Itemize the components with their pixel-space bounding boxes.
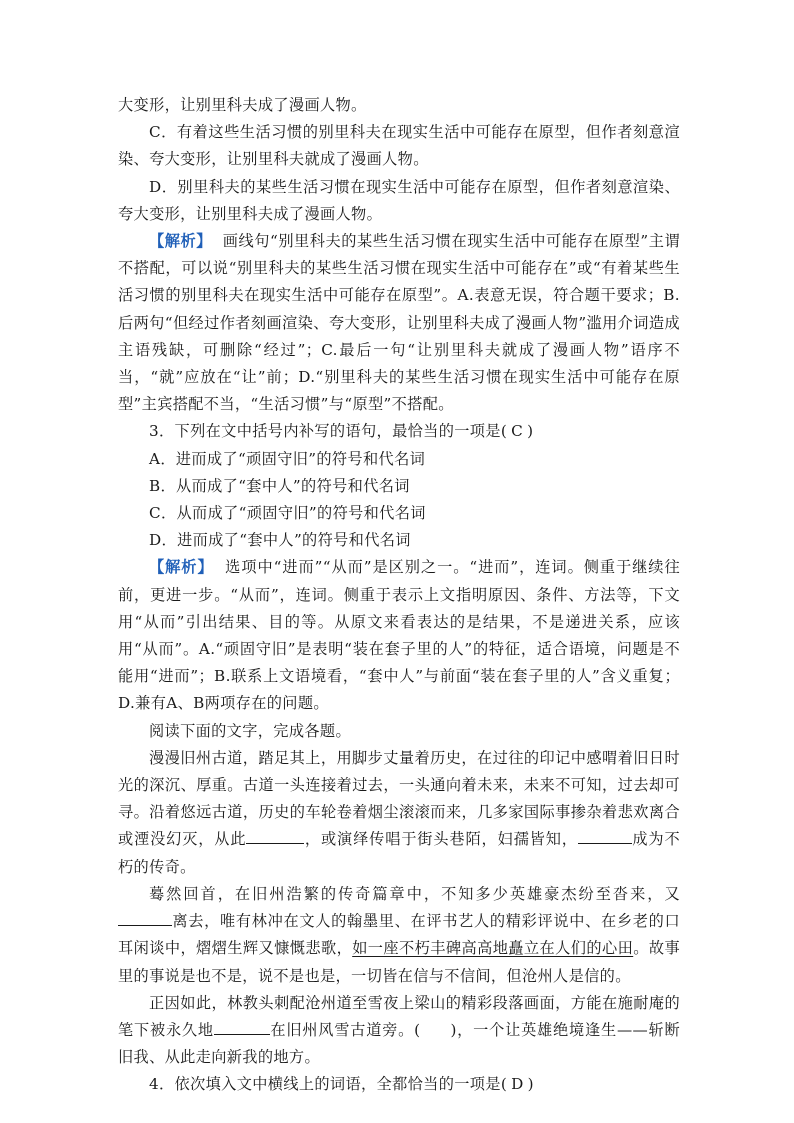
fill-blank-1 (246, 827, 304, 844)
p2-text-c: 。故事里的事说是也不是，说不是也是，一切皆在信与不信间，但沧州人是信的。 (118, 939, 680, 985)
fill-blank-3 (118, 909, 172, 926)
p1-text-b: ，或演绎传唱于街头巷陌，妇孺皆知， (304, 830, 578, 849)
p2-text-a: 蓦然回首，在旧州浩繁的传奇篇章中，不知多少英雄豪杰纷至沓来，又 (149, 884, 680, 903)
q3-stem-text: 3．下列在文中括号内补写的语句，最恰当的一项是( (149, 422, 508, 441)
q3-stem-end: ) (527, 422, 534, 441)
q3-option-c: C．从而成了“顽固守旧”的符号和代名词 (149, 504, 426, 523)
fill-blank-4 (214, 1018, 270, 1035)
fill-blank-2 (578, 827, 632, 844)
q4-stem-end: ) (527, 1075, 534, 1094)
q3-stem (118, 418, 680, 445)
analysis-tag: 【解析】 (149, 558, 214, 577)
reading-paragraph-3 (118, 990, 680, 1072)
p1-text-a: 漫漫旧州古道，踏足其上，用脚步丈量着历史，在过往的印记中感喟着旧日时光的深沉、厚重。古道一头连接着过去，一头通向着未来，未来不可知，过去却可寻。沿着悠远古道，历史的车轮卷着烟尘滚滚而来，几多家国际事掺杂着悲欢离合或湮没幻灭，从此 (118, 748, 680, 849)
p2-text-b: 离去，唯有林冲在文人的翰墨里、在评书艺人的精彩评说中、在乡老的口耳闲谈中，熠熠生辉又慷慨悲歌， (118, 912, 680, 958)
q4-stem (118, 1071, 680, 1098)
reading-paragraph-2 (118, 881, 680, 990)
q3-answer: C (511, 422, 524, 441)
p3-text-b: 在旧州风雪古道旁。( (269, 1020, 421, 1039)
p3-text-c: )，一个让英雄绝境逢生——斩断旧我、从此走向新我的地方。 (118, 1020, 680, 1067)
document-page (118, 92, 680, 1099)
q3-analysis (118, 554, 680, 717)
p3-text-a: 正因如此，林教头刺配沧州道至雪夜上梁山的精彩段落画面，方能在施耐庵的笔下被永久地 (118, 993, 680, 1039)
q3-option-a: A．进而成了“顽固守旧”的符号和代名词 (149, 449, 426, 468)
analysis-tag: 【解析】 (149, 232, 212, 251)
q2-option-b-continuation: 大变形，让别里科夫成了漫画人物。 (118, 96, 367, 114)
reading-paragraph-1 (118, 745, 680, 881)
q4-stem-text: 4．依次填入文中横线上的词语，全都恰当的一项是( (149, 1075, 508, 1094)
underlined-sentence: 如一座不朽丰碑高高地矗立在人们的心田 (352, 939, 634, 958)
p1-text-c: 成为不朽的传奇。 (118, 830, 680, 876)
q2-option-d: D．别里科夫的某些生活习惯在现实生活中可能存在原型，但作者刻意渲染、夸大变形，让别里科夫成了漫画人物。 (118, 177, 680, 223)
q2-analysis-text: 画线句“别里科夫的某些生活习惯在现实生活中可能存在原型”主谓不搭配，可以说“别里科夫的某些生活习惯在现实生活中可能存在”或“有着某些生活习惯的别里科夫在现实生活中可能存在原型”。A.表意无误，符合题干要求；B.后两句“但经过作者刻画渲染、夸大变形，让别里科夫成了漫画人物”滥用介词造成主语残缺，可删除“经过”；C.最后一句“让别里科夫就成了漫画人物”语序不当，“就”应放在“让”前；D.“别里科夫的某些生活习惯在现实生活中可能存在原型”主宾搭配不当，“生活习惯”与“原型”不搭配。 (118, 232, 681, 414)
q3-analysis-text: 选项中“进而”“从而”是区别之一。“进而”，连词。侧重于继续往前，更进一步。“从而”，连词。侧重于表示上文指明原因、条件、方法等，下文用“从而”引出结果、目的等。从原文来看表达的是结果，不是递进关系，应该用“从而”。A.“顽固守旧”是表明“装在套子里的人”的特征，适合语境，问题是不能用“进而”；B.联系上文语境看，“套中人”与前面“装在套子里的人”含义重复；D.兼有A、B两项存在的问题。 (118, 558, 680, 713)
q4-answer: D (511, 1075, 524, 1094)
q2-analysis (118, 228, 680, 418)
reading-intro: 阅读下面的文字，完成各题。 (149, 721, 351, 740)
q3-option-b: B．从而成了“套中人”的符号和代名词 (149, 476, 410, 495)
q3-option-d: D．进而成了“套中人”的符号和代名词 (149, 531, 411, 550)
q2-option-c: C．有着这些生活习惯的别里科夫在现实生活中可能存在原型，但作者刻意渲染、夸大变形，让别里科夫就成了漫画人物。 (118, 123, 680, 169)
